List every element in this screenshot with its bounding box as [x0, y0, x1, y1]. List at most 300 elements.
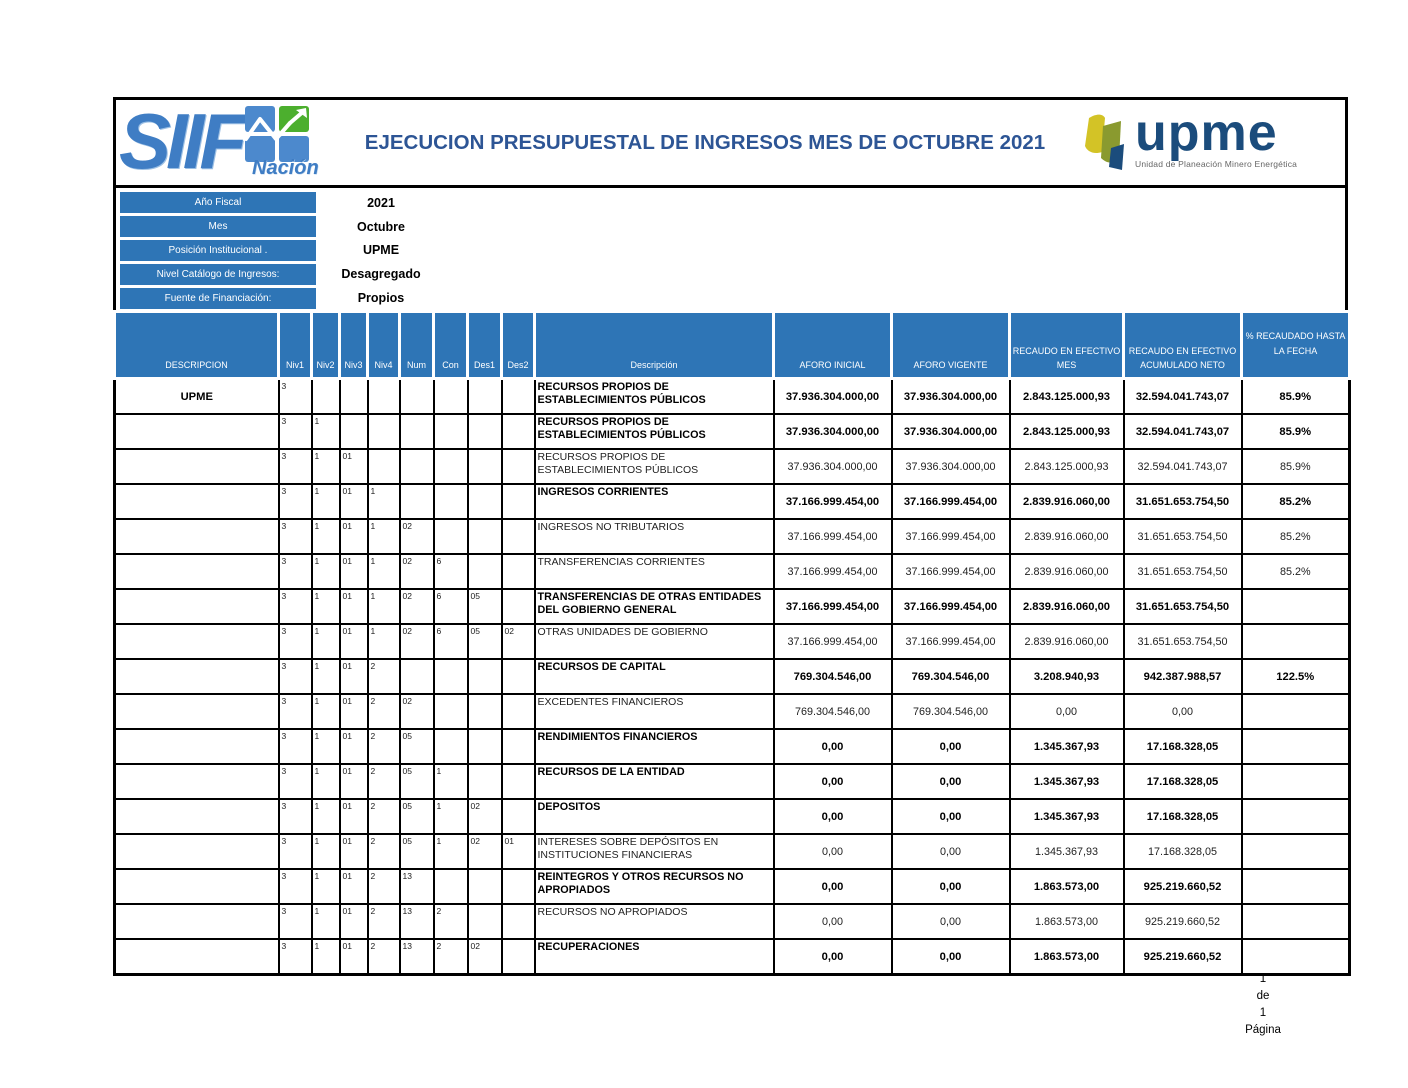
- table-row: [115, 624, 1350, 659]
- cell-pct: 85.2%: [1242, 484, 1350, 519]
- cell-niv1: 3: [279, 729, 312, 764]
- cell-recaudo_mes: 2.839.916.060,00: [1010, 484, 1124, 519]
- cell-entity: [115, 659, 279, 694]
- siif-squares-chart-icon: [244, 105, 312, 163]
- cell-niv4: 2: [368, 694, 400, 729]
- column-header-entity: DESCRIPCION: [115, 312, 279, 379]
- cell-niv3: 01: [340, 589, 368, 624]
- cell-des1: [468, 729, 502, 764]
- cell-descripcion: RECURSOS NO APROPIADOS: [535, 904, 774, 939]
- cell-niv4: 2: [368, 764, 400, 799]
- cell-des1: [468, 904, 502, 939]
- cell-niv1: 3: [279, 939, 312, 975]
- cell-num: 13: [400, 869, 434, 904]
- cell-pct: 85.9%: [1242, 414, 1350, 449]
- cell-pct: [1242, 799, 1350, 834]
- cell-pct: [1242, 624, 1350, 659]
- cell-descripcion: INGRESOS CORRIENTES: [535, 484, 774, 519]
- cell-descripcion: INGRESOS NO TRIBUTARIOS: [535, 519, 774, 554]
- cell-aforo_vigente: 37.166.999.454,00: [892, 554, 1010, 589]
- cell-entity: [115, 764, 279, 799]
- cell-niv2: 1: [312, 939, 340, 975]
- column-header-descripcion: Descripción: [535, 312, 774, 379]
- page-footer-line: de: [1256, 990, 1270, 1002]
- cell-recaudo_mes: 1.345.367,93: [1010, 799, 1124, 834]
- cell-descripcion: OTRAS UNIDADES DE GOBIERNO: [535, 624, 774, 659]
- cell-aforo_vigente: 37.936.304.000,00: [892, 449, 1010, 484]
- cell-niv1: 3: [279, 449, 312, 484]
- column-header-con: Con: [434, 312, 468, 379]
- cell-num: [400, 484, 434, 519]
- cell-des1: [468, 869, 502, 904]
- cell-recaudo_mes: 2.843.125.000,93: [1010, 379, 1124, 415]
- cell-con: 1: [434, 834, 468, 869]
- cell-niv1: 3: [279, 624, 312, 659]
- table-row: [115, 834, 1350, 869]
- cell-pct: [1242, 869, 1350, 904]
- cell-niv2: 1: [312, 659, 340, 694]
- cell-descripcion: RECURSOS DE CAPITAL: [535, 659, 774, 694]
- table-row: [115, 764, 1350, 799]
- table-row: [115, 799, 1350, 834]
- cell-recaudo_mes: 1.863.573,00: [1010, 869, 1124, 904]
- cell-descripcion: TRANSFERENCIAS DE OTRAS ENTIDADES DEL GOBIERNO GENERAL: [535, 589, 774, 624]
- table-row: [115, 449, 1350, 484]
- cell-aforo_vigente: 37.936.304.000,00: [892, 379, 1010, 415]
- cell-niv4: [368, 379, 400, 415]
- filter-row: [116, 286, 1345, 310]
- filter-value: Octubre: [357, 219, 405, 234]
- cell-entity: [115, 519, 279, 554]
- cell-niv4: 2: [368, 729, 400, 764]
- cell-recaudo_acumulado: 925.219.660,52: [1124, 939, 1242, 975]
- cell-aforo_vigente: 37.166.999.454,00: [892, 484, 1010, 519]
- cell-niv2: 1: [312, 554, 340, 589]
- cell-des2: [502, 869, 535, 904]
- cell-aforo_inicial: 0,00: [774, 834, 892, 869]
- cell-niv3: [340, 414, 368, 449]
- cell-pct: 85.9%: [1242, 379, 1350, 415]
- cell-des1: [468, 519, 502, 554]
- cell-entity: [115, 939, 279, 975]
- table-row: [115, 729, 1350, 764]
- cell-des2: [502, 659, 535, 694]
- cell-num: 05: [400, 729, 434, 764]
- cell-des1: [468, 554, 502, 589]
- cell-aforo_inicial: 0,00: [774, 799, 892, 834]
- cell-entity: [115, 449, 279, 484]
- column-header-aforo_vigente: AFORO VIGENTE: [892, 312, 1010, 379]
- column-header-des1: Des1: [468, 312, 502, 379]
- column-header-niv1: Niv1: [279, 312, 312, 379]
- filter-value: Desagregado: [341, 267, 421, 282]
- cell-recaudo_mes: 2.839.916.060,00: [1010, 589, 1124, 624]
- cell-descripcion: RECURSOS PROPIOS DE ESTABLECIMIENTOS PÚBLICOS: [535, 449, 774, 484]
- cell-recaudo_mes: 2.839.916.060,00: [1010, 624, 1124, 659]
- cell-niv3: 01: [340, 729, 368, 764]
- cell-recaudo_acumulado: 32.594.041.743,07: [1124, 379, 1242, 415]
- cell-niv1: 3: [279, 379, 312, 415]
- cell-aforo_inicial: 769.304.546,00: [774, 659, 892, 694]
- cell-aforo_vigente: 37.166.999.454,00: [892, 589, 1010, 624]
- cell-niv1: 3: [279, 414, 312, 449]
- column-header-recaudo_acumulado: RECAUDO EN EFECTIVO ACUMULADO NETO: [1124, 312, 1242, 379]
- cell-niv3: 01: [340, 799, 368, 834]
- cell-recaudo_acumulado: 942.387.988,57: [1124, 659, 1242, 694]
- cell-aforo_inicial: 769.304.546,00: [774, 694, 892, 729]
- column-header-des2: Des2: [502, 312, 535, 379]
- upme-subtitle: Unidad de Planeación Minero Energética: [1135, 158, 1298, 169]
- cell-des1: [468, 379, 502, 415]
- cell-niv4: 1: [368, 589, 400, 624]
- cell-aforo_vigente: 769.304.546,00: [892, 659, 1010, 694]
- filter-value: Propios: [357, 291, 405, 306]
- cell-des2: 01: [502, 834, 535, 869]
- cell-aforo_inicial: 37.166.999.454,00: [774, 519, 892, 554]
- cell-descripcion: INTERESES SOBRE DEPÓSITOS EN INSTITUCIONES FINANCIERAS: [535, 834, 774, 869]
- cell-pct: 85.9%: [1242, 449, 1350, 484]
- cell-niv2: 1: [312, 449, 340, 484]
- cell-niv3: 01: [340, 484, 368, 519]
- filter-label: Nivel Catálogo de Ingresos:: [120, 264, 316, 285]
- cell-niv3: 01: [340, 659, 368, 694]
- cell-niv4: 1: [368, 484, 400, 519]
- cell-num: 05: [400, 764, 434, 799]
- filter-label: Posición Institucional .: [120, 240, 316, 261]
- cell-aforo_vigente: 37.166.999.454,00: [892, 519, 1010, 554]
- column-header-num: Num: [400, 312, 434, 379]
- cell-recaudo_acumulado: 0,00: [1124, 694, 1242, 729]
- cell-num: 02: [400, 589, 434, 624]
- cell-aforo_inicial: 0,00: [774, 729, 892, 764]
- cell-niv2: 1: [312, 799, 340, 834]
- cell-aforo_inicial: 37.166.999.454,00: [774, 589, 892, 624]
- filter-label: Fuente de Financiación:: [120, 288, 316, 309]
- cell-entity: [115, 904, 279, 939]
- cell-niv3: 01: [340, 939, 368, 975]
- cell-niv3: 01: [340, 554, 368, 589]
- cell-recaudo_mes: 2.843.125.000,93: [1010, 414, 1124, 449]
- cell-niv3: 01: [340, 834, 368, 869]
- cell-niv1: 3: [279, 764, 312, 799]
- report-filters: [113, 188, 1348, 310]
- cell-num: [400, 449, 434, 484]
- cell-num: 13: [400, 904, 434, 939]
- cell-aforo_vigente: 0,00: [892, 939, 1010, 975]
- cell-aforo_inicial: 37.936.304.000,00: [774, 379, 892, 415]
- cell-niv2: 1: [312, 589, 340, 624]
- filter-row: [116, 215, 1345, 239]
- cell-pct: 122.5%: [1242, 659, 1350, 694]
- cell-niv1: 3: [279, 799, 312, 834]
- cell-con: [434, 869, 468, 904]
- cell-entity: [115, 799, 279, 834]
- siif-logo-text: SIIF: [119, 96, 243, 185]
- cell-niv2: 1: [312, 869, 340, 904]
- table-row: [115, 869, 1350, 904]
- cell-niv1: 3: [279, 519, 312, 554]
- table-header-row: [115, 312, 1350, 379]
- cell-descripcion: DEPOSITOS: [535, 799, 774, 834]
- page-footer: [1228, 971, 1298, 1039]
- cell-niv4: 1: [368, 519, 400, 554]
- cell-descripcion: RECURSOS PROPIOS DE ESTABLECIMIENTOS PÚBLICOS: [535, 379, 774, 415]
- budget-table: [113, 310, 1351, 976]
- cell-num: [400, 379, 434, 415]
- cell-niv1: 3: [279, 694, 312, 729]
- cell-pct: [1242, 939, 1350, 975]
- cell-con: 2: [434, 904, 468, 939]
- cell-recaudo_acumulado: 17.168.328,05: [1124, 729, 1242, 764]
- cell-con: [434, 449, 468, 484]
- cell-recaudo_mes: 2.839.916.060,00: [1010, 519, 1124, 554]
- cell-des2: [502, 554, 535, 589]
- filter-row: [116, 191, 1345, 215]
- cell-niv2: 1: [312, 904, 340, 939]
- cell-con: 1: [434, 799, 468, 834]
- cell-descripcion: TRANSFERENCIAS CORRIENTES: [535, 554, 774, 589]
- cell-con: 6: [434, 624, 468, 659]
- cell-con: 1: [434, 764, 468, 799]
- cell-niv1: 3: [279, 484, 312, 519]
- cell-des2: [502, 694, 535, 729]
- cell-des2: [502, 589, 535, 624]
- report-header: [113, 97, 1348, 188]
- table-row: [115, 939, 1350, 975]
- cell-niv3: 01: [340, 449, 368, 484]
- cell-con: [434, 729, 468, 764]
- cell-aforo_inicial: 37.936.304.000,00: [774, 414, 892, 449]
- cell-des2: [502, 729, 535, 764]
- cell-descripcion: RENDIMIENTOS FINANCIEROS: [535, 729, 774, 764]
- cell-con: [434, 694, 468, 729]
- column-header-pct: % RECAUDADO HASTA LA FECHA: [1242, 312, 1350, 379]
- cell-des1: 05: [468, 624, 502, 659]
- cell-recaudo_acumulado: 31.651.653.754,50: [1124, 554, 1242, 589]
- table-row: [115, 414, 1350, 449]
- cell-aforo_vigente: 0,00: [892, 834, 1010, 869]
- cell-niv4: 2: [368, 904, 400, 939]
- cell-num: 02: [400, 694, 434, 729]
- cell-aforo_vigente: 0,00: [892, 799, 1010, 834]
- cell-aforo_inicial: 37.166.999.454,00: [774, 624, 892, 659]
- table-row: [115, 484, 1350, 519]
- cell-recaudo_mes: 1.345.367,93: [1010, 729, 1124, 764]
- cell-recaudo_acumulado: 925.219.660,52: [1124, 869, 1242, 904]
- cell-pct: 85.2%: [1242, 519, 1350, 554]
- cell-con: 2: [434, 939, 468, 975]
- cell-aforo_vigente: 37.166.999.454,00: [892, 624, 1010, 659]
- cell-aforo_vigente: 0,00: [892, 904, 1010, 939]
- cell-num: [400, 659, 434, 694]
- siif-nacion-logo: [119, 96, 331, 185]
- cell-niv2: 1: [312, 519, 340, 554]
- cell-num: 05: [400, 799, 434, 834]
- table-row: [115, 694, 1350, 729]
- cell-entity: [115, 834, 279, 869]
- cell-aforo_vigente: 0,00: [892, 869, 1010, 904]
- filter-value: 2021: [367, 195, 395, 210]
- cell-niv3: 01: [340, 764, 368, 799]
- cell-con: [434, 414, 468, 449]
- cell-niv2: 1: [312, 764, 340, 799]
- cell-niv2: 1: [312, 729, 340, 764]
- column-header-recaudo_mes: RECAUDO EN EFECTIVO MES: [1010, 312, 1124, 379]
- cell-des2: 02: [502, 624, 535, 659]
- cell-recaudo_acumulado: 32.594.041.743,07: [1124, 449, 1242, 484]
- filter-row: [116, 239, 1345, 263]
- cell-con: 6: [434, 589, 468, 624]
- cell-descripcion: EXCEDENTES FINANCIEROS: [535, 694, 774, 729]
- cell-aforo_inicial: 0,00: [774, 904, 892, 939]
- cell-niv4: 1: [368, 554, 400, 589]
- cell-des1: 02: [468, 939, 502, 975]
- cell-recaudo_mes: 1.345.367,93: [1010, 764, 1124, 799]
- cell-aforo_inicial: 0,00: [774, 869, 892, 904]
- column-header-niv3: Niv3: [340, 312, 368, 379]
- cell-pct: [1242, 694, 1350, 729]
- cell-niv1: 3: [279, 834, 312, 869]
- cell-pct: [1242, 764, 1350, 799]
- cell-recaudo_mes: 2.843.125.000,93: [1010, 449, 1124, 484]
- cell-descripcion: RECURSOS DE LA ENTIDAD: [535, 764, 774, 799]
- cell-recaudo_acumulado: 31.651.653.754,50: [1124, 519, 1242, 554]
- cell-niv1: 3: [279, 589, 312, 624]
- cell-des1: 05: [468, 589, 502, 624]
- cell-niv2: 1: [312, 624, 340, 659]
- upme-icon: [1079, 110, 1131, 176]
- cell-recaudo_acumulado: 17.168.328,05: [1124, 764, 1242, 799]
- cell-recaudo_acumulado: 17.168.328,05: [1124, 834, 1242, 869]
- table-row: [115, 379, 1350, 415]
- cell-des1: [468, 694, 502, 729]
- filter-label: Mes: [120, 216, 316, 237]
- cell-con: [434, 519, 468, 554]
- cell-niv4: 2: [368, 834, 400, 869]
- column-header-aforo_inicial: AFORO INICIAL: [774, 312, 892, 379]
- column-header-niv2: Niv2: [312, 312, 340, 379]
- cell-recaudo_acumulado: 32.594.041.743,07: [1124, 414, 1242, 449]
- cell-niv4: 2: [368, 869, 400, 904]
- cell-des2: [502, 379, 535, 415]
- filter-value: UPME: [362, 243, 400, 258]
- filter-label: Año Fiscal: [120, 192, 316, 213]
- cell-recaudo_acumulado: 31.651.653.754,50: [1124, 624, 1242, 659]
- cell-des1: [468, 414, 502, 449]
- cell-niv2: 1: [312, 834, 340, 869]
- filter-row: [116, 262, 1345, 286]
- cell-niv3: 01: [340, 694, 368, 729]
- cell-recaudo_mes: 1.345.367,93: [1010, 834, 1124, 869]
- cell-entity: [115, 694, 279, 729]
- cell-recaudo_mes: 2.839.916.060,00: [1010, 554, 1124, 589]
- cell-niv1: 3: [279, 869, 312, 904]
- table-row: [115, 554, 1350, 589]
- cell-num: [400, 414, 434, 449]
- cell-con: [434, 379, 468, 415]
- cell-pct: [1242, 904, 1350, 939]
- cell-entity: UPME: [115, 379, 279, 415]
- cell-entity: [115, 624, 279, 659]
- cell-aforo_inicial: 37.166.999.454,00: [774, 484, 892, 519]
- cell-des1: [468, 659, 502, 694]
- cell-entity: [115, 554, 279, 589]
- table-row: [115, 519, 1350, 554]
- table-row: [115, 904, 1350, 939]
- cell-des1: [468, 484, 502, 519]
- cell-aforo_vigente: 0,00: [892, 764, 1010, 799]
- cell-des2: [502, 484, 535, 519]
- cell-des1: [468, 449, 502, 484]
- page-title: EJECUCION PRESUPUESTAL DE INGRESOS MES DE OCTUBRE 2021: [364, 130, 1046, 154]
- cell-des2: [502, 764, 535, 799]
- cell-niv4: [368, 449, 400, 484]
- cell-recaudo_acumulado: 925.219.660,52: [1124, 904, 1242, 939]
- cell-aforo_vigente: 0,00: [892, 729, 1010, 764]
- cell-aforo_inicial: 0,00: [774, 764, 892, 799]
- cell-aforo_inicial: 0,00: [774, 939, 892, 975]
- cell-pct: [1242, 729, 1350, 764]
- cell-entity: [115, 484, 279, 519]
- cell-num: 05: [400, 834, 434, 869]
- cell-niv1: 3: [279, 904, 312, 939]
- cell-aforo_inicial: 37.166.999.454,00: [774, 554, 892, 589]
- cell-con: [434, 659, 468, 694]
- cell-pct: 85.2%: [1242, 554, 1350, 589]
- cell-niv4: [368, 414, 400, 449]
- cell-niv4: 2: [368, 659, 400, 694]
- table-row: [115, 589, 1350, 624]
- cell-recaudo_acumulado: 31.651.653.754,50: [1124, 589, 1242, 624]
- page-footer-line: Página: [1245, 1024, 1281, 1036]
- cell-pct: [1242, 834, 1350, 869]
- cell-con: [434, 484, 468, 519]
- cell-descripcion: RECURSOS PROPIOS DE ESTABLECIMIENTOS PÚBLICOS: [535, 414, 774, 449]
- cell-niv4: 2: [368, 939, 400, 975]
- cell-recaudo_mes: 1.863.573,00: [1010, 904, 1124, 939]
- cell-des2: [502, 449, 535, 484]
- cell-recaudo_mes: 1.863.573,00: [1010, 939, 1124, 975]
- upme-wordmark: upme: [1135, 103, 1278, 162]
- cell-recaudo_acumulado: 31.651.653.754,50: [1124, 484, 1242, 519]
- cell-aforo_vigente: 769.304.546,00: [892, 694, 1010, 729]
- cell-entity: [115, 729, 279, 764]
- cell-num: 13: [400, 939, 434, 975]
- report-page: [113, 97, 1348, 1039]
- cell-entity: [115, 589, 279, 624]
- cell-aforo_inicial: 37.936.304.000,00: [774, 449, 892, 484]
- cell-num: 02: [400, 624, 434, 659]
- cell-aforo_vigente: 37.936.304.000,00: [892, 414, 1010, 449]
- cell-entity: [115, 869, 279, 904]
- siif-nacion-text: Nación: [252, 156, 319, 179]
- cell-descripcion: REINTEGROS Y OTROS RECURSOS NO APROPIADOS: [535, 869, 774, 904]
- cell-niv2: [312, 379, 340, 415]
- cell-des2: [502, 519, 535, 554]
- cell-niv2: 1: [312, 484, 340, 519]
- table-row: [115, 659, 1350, 694]
- cell-niv3: 01: [340, 869, 368, 904]
- cell-descripcion: RECUPERACIONES: [535, 939, 774, 975]
- cell-niv2: 1: [312, 414, 340, 449]
- cell-des1: 02: [468, 799, 502, 834]
- cell-niv4: 1: [368, 624, 400, 659]
- cell-pct: [1242, 589, 1350, 624]
- cell-des1: 02: [468, 834, 502, 869]
- cell-niv3: 01: [340, 519, 368, 554]
- column-header-niv4: Niv4: [368, 312, 400, 379]
- upme-logo: [1079, 103, 1331, 176]
